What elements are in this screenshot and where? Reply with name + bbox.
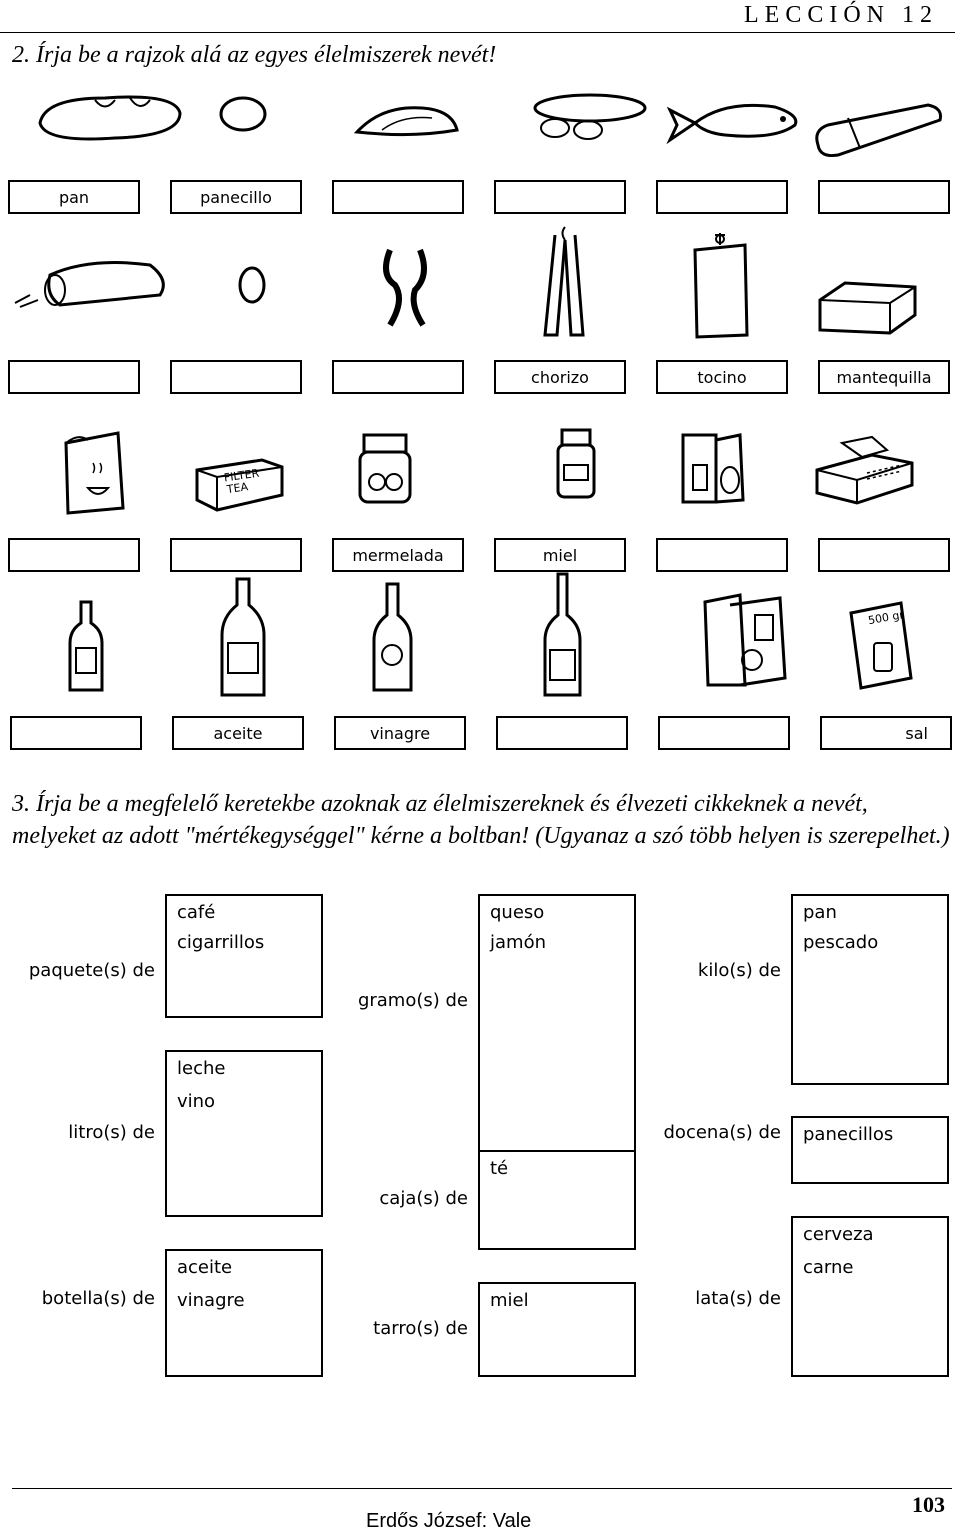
answer-text: pescado bbox=[803, 932, 879, 953]
label-box[interactable] bbox=[8, 360, 140, 394]
wine-bottle-icon bbox=[540, 570, 585, 700]
answer-text: té bbox=[490, 1158, 509, 1179]
answer-text: leche bbox=[177, 1058, 226, 1079]
answer-box-tarro[interactable] bbox=[478, 1282, 636, 1377]
lesson-header: LECCIÓN 12 bbox=[744, 2, 938, 28]
unit-label-lata: lata(s) de bbox=[695, 1288, 781, 1309]
unit-label-kilo: kilo(s) de bbox=[697, 960, 781, 981]
answer-text: queso bbox=[490, 902, 545, 923]
butter-icon bbox=[815, 275, 920, 335]
bread-loaf-icon bbox=[35, 88, 185, 148]
answer-box-paquete[interactable] bbox=[165, 894, 323, 1018]
exercise2-title: 2. Írja be a rajzok alá az egyes élelmiszerek nevét! bbox=[12, 42, 497, 68]
answer-text: jamón bbox=[490, 932, 546, 953]
juice-carton-icon bbox=[700, 590, 790, 690]
bacon-icon bbox=[685, 225, 755, 345]
answer-box-botella[interactable] bbox=[165, 1249, 323, 1377]
label-box[interactable]: vinagre bbox=[334, 716, 466, 750]
answer-box-litro[interactable] bbox=[165, 1050, 323, 1217]
sausages-icon bbox=[375, 245, 435, 330]
answer-text: aceite bbox=[177, 1257, 233, 1278]
cigarette-carton-icon bbox=[812, 435, 917, 505]
bottle-icon bbox=[66, 598, 106, 694]
label-box[interactable]: sal bbox=[820, 716, 952, 750]
sausage-slices-icon bbox=[530, 90, 650, 140]
label-box[interactable] bbox=[332, 360, 464, 394]
label-box[interactable] bbox=[494, 180, 626, 214]
egg-icon bbox=[236, 265, 268, 305]
svg-text:TEA: TEA bbox=[226, 480, 249, 497]
unit-label-botella: botella(s) de bbox=[41, 1288, 155, 1309]
vinegar-bottle-icon bbox=[370, 580, 415, 695]
answer-text: cigarrillos bbox=[177, 932, 265, 953]
label-box[interactable] bbox=[170, 538, 302, 572]
label-box[interactable] bbox=[332, 180, 464, 214]
bread-roll-icon bbox=[218, 95, 268, 133]
label-box[interactable] bbox=[656, 180, 788, 214]
svg-text:500 gr: 500 gr bbox=[867, 608, 905, 628]
answer-text: café bbox=[177, 902, 216, 923]
answer-text: vino bbox=[177, 1091, 216, 1112]
answer-text: miel bbox=[490, 1290, 529, 1311]
jam-jar-icon bbox=[352, 430, 417, 505]
chorizo-icon bbox=[535, 225, 595, 340]
answer-box-lata[interactable] bbox=[791, 1216, 949, 1377]
label-box[interactable]: miel bbox=[494, 538, 626, 572]
answer-box-docena[interactable] bbox=[791, 1116, 949, 1184]
footer-rule bbox=[12, 1488, 952, 1489]
answer-text: vinagre bbox=[177, 1290, 245, 1311]
unit-label-paquete: paquete(s) de bbox=[28, 960, 155, 981]
sliced-bread-icon bbox=[10, 255, 170, 315]
label-box[interactable]: tocino bbox=[656, 360, 788, 394]
unit-label-caja: caja(s) de bbox=[379, 1188, 468, 1209]
salami-icon bbox=[808, 100, 948, 160]
label-box[interactable] bbox=[818, 180, 950, 214]
page-number: 103 bbox=[912, 1492, 945, 1517]
label-box[interactable]: panecillo bbox=[170, 180, 302, 214]
salt-package-icon bbox=[846, 598, 916, 690]
unit-label-gramo: gramo(s) de bbox=[357, 990, 468, 1011]
answer-text: panecillos bbox=[803, 1124, 894, 1145]
answer-box-caja[interactable] bbox=[478, 1150, 636, 1250]
header-rule bbox=[0, 32, 955, 33]
label-box[interactable]: mermelada bbox=[332, 538, 464, 572]
unit-label-docena: docena(s) de bbox=[663, 1122, 781, 1143]
label-box[interactable] bbox=[656, 538, 788, 572]
label-box[interactable] bbox=[496, 716, 628, 750]
label-box[interactable] bbox=[170, 360, 302, 394]
exercise3-title: 3. Írja be a megfelelő keretekbe azoknak az élelmiszereknek és élvezeti cikkeknek a nevét, melyeket az adott "mértékegységgel" kérne a boltban! (Ugyanaz a szó több helyen is szerepelhet.) bbox=[12, 791, 950, 849]
label-box[interactable] bbox=[10, 716, 142, 750]
answer-text: pan bbox=[803, 902, 837, 923]
coffee-package-icon bbox=[58, 428, 128, 518]
fish-icon bbox=[665, 95, 805, 150]
svg-text:FILTER: FILTER bbox=[223, 466, 261, 485]
label-box[interactable]: pan bbox=[8, 180, 140, 214]
label-box[interactable] bbox=[658, 716, 790, 750]
unit-label-litro: litro(s) de bbox=[68, 1122, 155, 1143]
label-box[interactable] bbox=[8, 538, 140, 572]
label-box[interactable]: mantequilla bbox=[818, 360, 950, 394]
oil-bottle-icon bbox=[218, 575, 268, 700]
tea-box-icon bbox=[192, 455, 287, 513]
honey-jar-icon bbox=[552, 425, 600, 500]
answer-text: cerveza bbox=[803, 1224, 874, 1245]
unit-label-tarro: tarro(s) de bbox=[373, 1318, 468, 1339]
answer-text: carne bbox=[803, 1257, 854, 1278]
milk-carton-icon bbox=[678, 430, 748, 505]
label-box[interactable] bbox=[818, 538, 950, 572]
footer-author: Erdős József: Vale bbox=[366, 1510, 532, 1532]
label-box[interactable]: aceite bbox=[172, 716, 304, 750]
meat-icon bbox=[352, 100, 462, 140]
label-box[interactable]: chorizo bbox=[494, 360, 626, 394]
answer-box-kilo[interactable] bbox=[791, 894, 949, 1085]
